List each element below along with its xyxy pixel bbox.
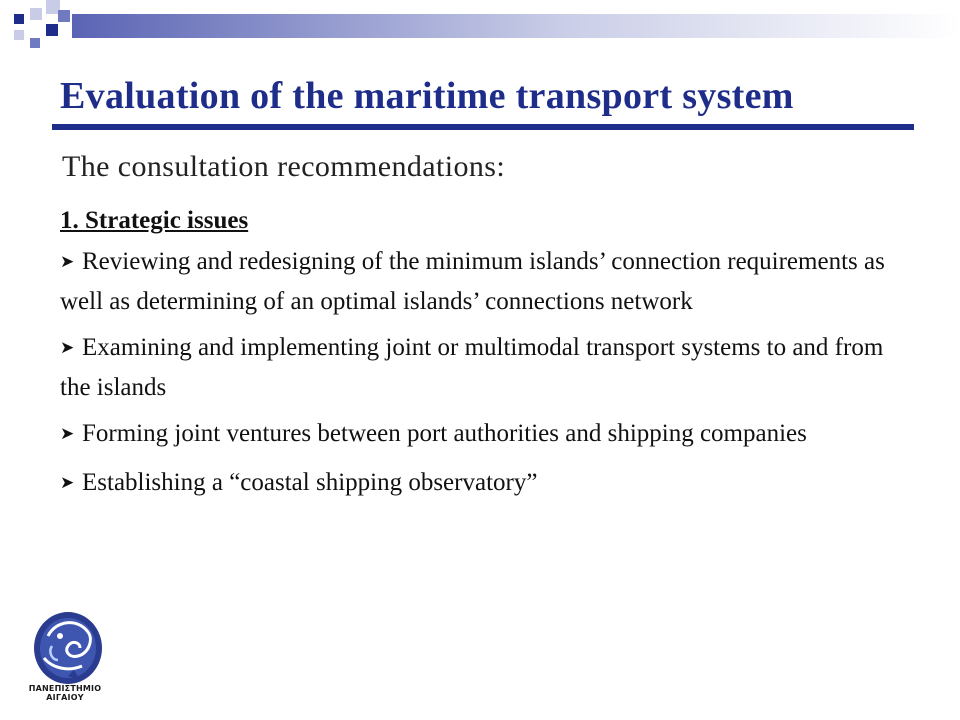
bullet-item [60,243,910,320]
deco-square [14,30,24,40]
slide-subtitle: The consultation recommendations: [62,150,506,183]
header-decoration [0,0,960,60]
deco-square [30,8,42,20]
bullet-text: Examining and implementing joint or multimodal transport systems to and from the islands [60,334,884,401]
deco-square [58,10,70,22]
arrowhead-bullet-icon: ➤ [60,338,75,358]
slide-title: Evaluation of the maritime transport system [60,75,794,117]
bullet-item [60,464,910,504]
slide-content [60,202,910,513]
logo-caption: ΠΑΝΕΠΙΣΤΗΜΙΟ ΑΙΓΑΙΟΥ [28,684,102,702]
arrowhead-bullet-icon: ➤ [60,252,75,272]
bullet-text: Forming joint ventures between port authorities and shipping companies [82,420,807,447]
deco-square [46,24,58,36]
header-gradient-strip [72,14,960,38]
bullet-item [60,415,910,455]
bullet-item [60,329,910,406]
deco-square [14,14,24,24]
title-underline-rule [52,124,914,130]
deco-square [30,38,40,48]
arrowhead-bullet-icon: ➤ [60,473,75,493]
section-heading: 1. Strategic issues [60,207,249,234]
deco-square [46,0,60,14]
bullet-text: Reviewing and redesigning of the minimum islands’ connection requirements as well as determining of an optimal islands’ connections network [60,248,885,315]
arrowhead-bullet-icon: ➤ [60,424,75,444]
bullet-text: Establishing a “coastal shipping observatory” [82,469,538,496]
